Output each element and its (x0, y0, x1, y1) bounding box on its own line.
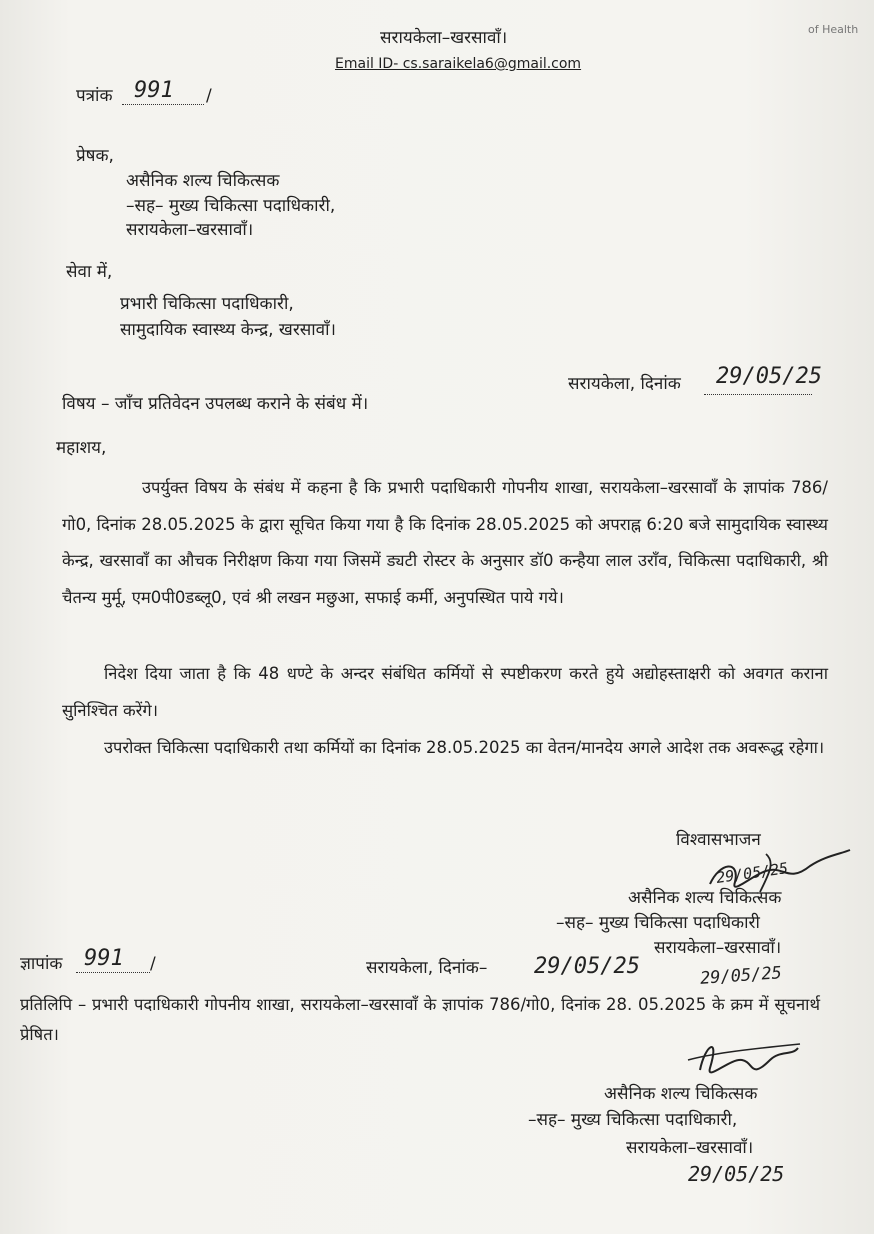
memo-place-date: सरायकेला, दिनांक– (366, 958, 488, 978)
signature-2-line: असैनिक शल्य चिकित्सक (604, 1084, 758, 1104)
memo-handwritten-date-2: 29/05/25 (699, 963, 783, 989)
sender-line: असैनिक शल्य चिकित्सक (126, 171, 280, 191)
office-heading: सरायकेला–खरसावाँ। (380, 28, 508, 48)
recipient-line: सामुदायिक स्वास्थ्य केन्द्र, खरसावाँ। (120, 320, 336, 340)
closing: विश्वासभाजन (676, 830, 761, 850)
email-line: Email ID- cs.saraikela6@gmail.com (335, 56, 582, 72)
corner-text: of Health (808, 23, 859, 36)
signature-2-line: –सह– मुख्य चिकित्सा पदाधिकारी, (528, 1110, 738, 1130)
signature-2-date: 29/05/25 (688, 1162, 785, 1186)
signature-1-date: 29/05/25 (715, 859, 790, 887)
signature-2 (680, 1030, 810, 1090)
signature-1-line: सरायकेला–खरसावाँ। (654, 938, 782, 958)
signature-2-line: सरायकेला–खरसावाँ। (626, 1138, 754, 1158)
copy-text: प्रतिलिपि – प्रभारी पदाधिकारी गोपनीय शाखा, सरायकेला–खरसावाँ के ज्ञापांक 786/गो0, दिनांक 28. 05.2025 के क्रम में सूचनार्थ प्रेषित। (20, 995, 820, 1044)
memo-label: ज्ञापांक (20, 954, 63, 974)
salutation: महाशय, (56, 438, 107, 458)
body-text: उपरोक्त चिकित्सा पदाधिकारी तथा कर्मियों का दिनांक 28.05.2025 का वेतन/मानदेय अगले आदेश तक अवरूद्ध रहेगा। (104, 738, 825, 757)
recipient-line: प्रभारी चिकित्सा पदाधिकारी, (120, 294, 294, 314)
reference-label: पत्रांक (76, 86, 113, 106)
handwritten-date: 29/05/25 (716, 364, 822, 389)
sender-line: –सह– मुख्य चिकित्सा पदाधिकारी, (126, 196, 336, 216)
body-paragraph-3 (62, 730, 828, 767)
memo-date: 29/05/25 (534, 954, 640, 979)
body-paragraph-2 (62, 656, 828, 729)
signature-1-line: –सह– मुख्य चिकित्सा पदाधिकारी (556, 913, 760, 933)
body-paragraph-1 (62, 470, 828, 616)
reference-trail: / (206, 86, 212, 106)
memo-trail: / (150, 954, 156, 974)
subject-line: विषय – जाँच प्रतिवेदन उपलब्ध कराने के संबंध में। (62, 394, 369, 414)
sender-line: सरायकेला–खरसावाँ। (126, 220, 254, 240)
place-date-label: सरायकेला, दिनांक (568, 374, 681, 394)
signature-1-line: असैनिक शल्य चिकित्सक (628, 888, 782, 908)
body-text: उपर्युक्त विषय के संबंध में कहना है कि प्रभारी पदाधिकारी गोपनीय शाखा, सरायकेला–खरसावाँ के ज्ञापांक 786/गो0, दिनांक 28.05.2025 के द्वारा सूचित किया गया है कि दिनांक 28.05.2025 को अपराह्न 6:20 बजे सामुदायिक स्वास्थ्य केन्द्र, खरसावाँ का औचक निरीक्षण किया गया जिसमें ड्यटी रोस्टर के अनुसार डॉ0 कन्हैया लाल उराँव, चिकित्सा पदाधिकारी, श्री चैतन्य मुर्मू, एम0पी0डब्लू0, एवं श्री लखन मछुआ, सफाई कर्मी, अनुपस्थित पाये गये। (62, 478, 828, 607)
memo-number: 991 (84, 946, 124, 971)
recipient-label: सेवा में, (66, 262, 113, 282)
body-text: निदेश दिया जाता है कि 48 धण्टे के अन्दर संबंधित कर्मियों से स्पष्टीकरण करते हुये अद्योहस्ताक्षरी को अवगत कराना सुनिश्चित करेंगे। (62, 664, 828, 720)
reference-number: 991 (134, 78, 174, 103)
sender-label: प्रेषक, (76, 146, 114, 166)
